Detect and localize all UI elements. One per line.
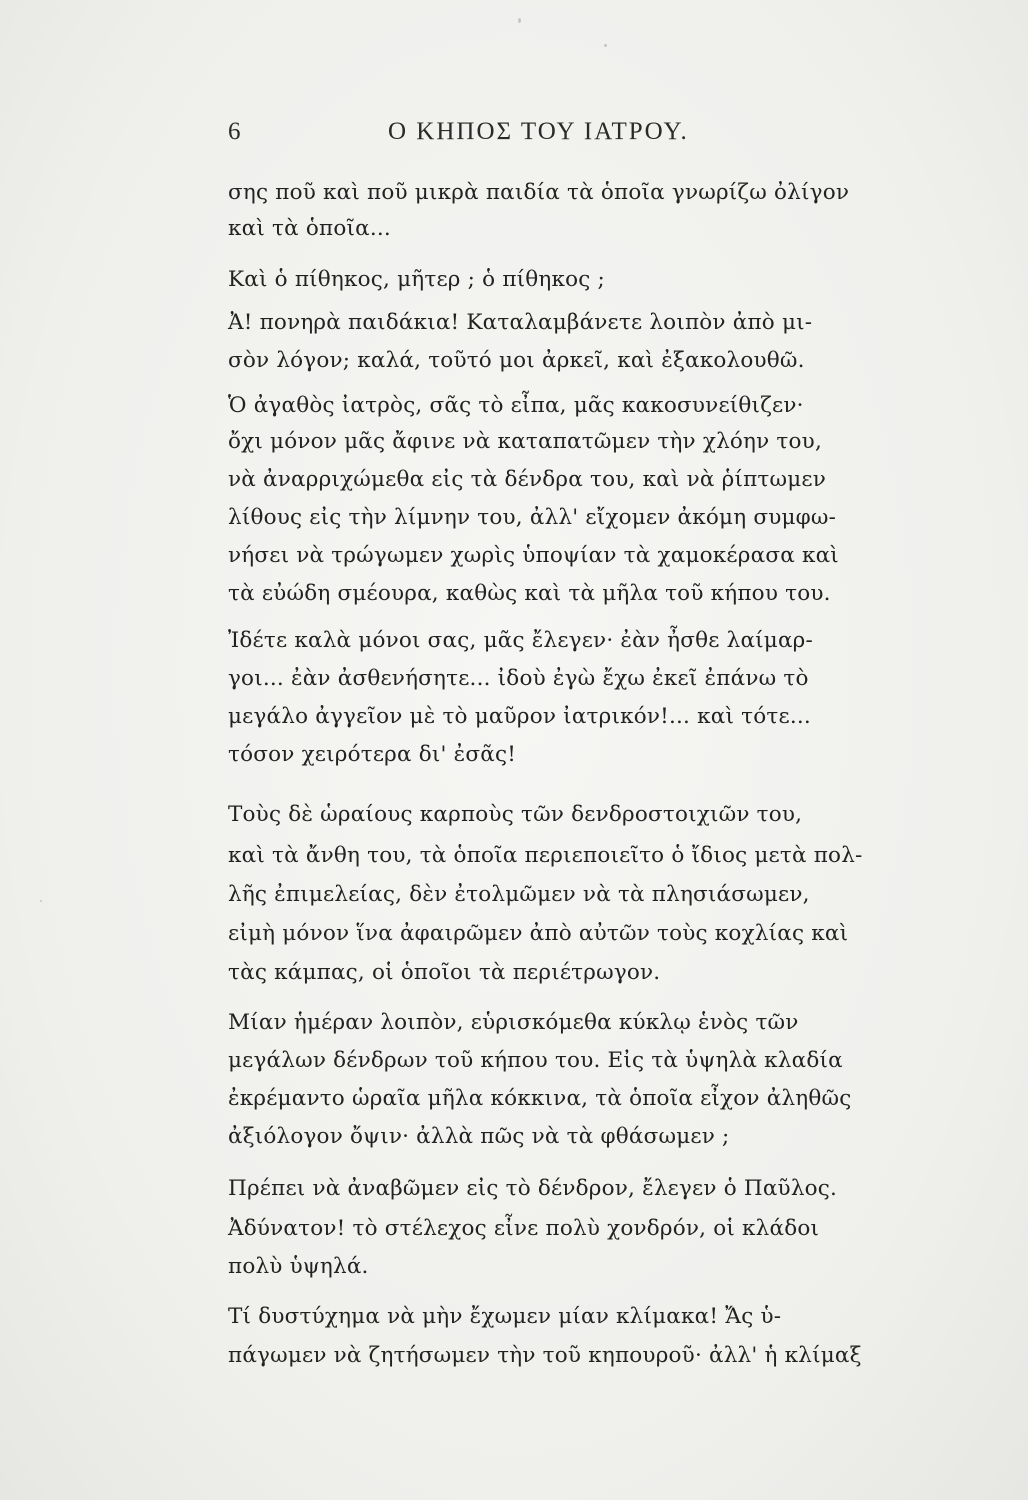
text-line: γοι... ἐὰν ἀσθενήσητε... ἰδοὺ ἐγὼ ἔχω ἐκεῖ ἐπάνω τὸ bbox=[228, 666, 809, 691]
paper-speck bbox=[604, 44, 607, 47]
text-line: Ἀδύνατον! τὸ στέλεχος εἶνε πολὺ χονδρόν, οἱ κλάδοι bbox=[228, 1216, 820, 1241]
text-line: Καὶ ὁ πίθηκος, μῆτερ ; ὁ πίθηκος ; bbox=[228, 267, 606, 292]
text-line: ἀξιόλογον ὄψιν· ἀλλὰ πῶς νὰ τὰ φθάσωμεν ; bbox=[228, 1124, 730, 1149]
text-line: τόσον χειρότερα δι' ἐσᾶς! bbox=[228, 742, 517, 767]
text-line: Τί δυστύχημα νὰ μὴν ἔχωμεν μίαν κλίμακα! Ἄς ὑ- bbox=[228, 1304, 782, 1329]
running-title: Ο ΚΗΠΟΣ ΤΟΥ ΙΑΤΡΟΥ. bbox=[388, 118, 689, 145]
text-line: νήσει νὰ τρώγωμεν χωρὶς ὑποψίαν τὰ χαμοκέρασα καὶ bbox=[228, 543, 839, 568]
page-number: 6 bbox=[228, 118, 242, 145]
text-line: Μίαν ἡμέραν λοιπὸν, εὑρισκόμεθα κύκλῳ ἑνὸς τῶν bbox=[228, 1010, 799, 1035]
text-line: λῆς ἐπιμελείας, δὲν ἐτολμῶμεν νὰ τὰ πλησιάσωμεν, bbox=[228, 882, 810, 907]
text-line: τὰς κάμπας, οἱ ὁποῖοι τὰ περιέτρωγον. bbox=[228, 960, 661, 985]
text-line: Πρέπει νὰ ἀναβῶμεν εἰς τὸ δένδρον, ἔλεγεν ὁ Παῦλος. bbox=[228, 1176, 838, 1201]
paper-speck bbox=[518, 18, 521, 23]
text-line: νὰ ἀναρριχώμεθα εἰς τὰ δένδρα του, καὶ νὰ ῥίπτωμεν bbox=[228, 467, 827, 492]
text-line: ὄχι μόνον μᾶς ἄφινε νὰ καταπατῶμεν τὴν χλόην του, bbox=[228, 429, 822, 454]
text-line: λίθους εἰς τὴν λίμνην του, ἀλλ' εἴχομεν ἀκόμη συμφω- bbox=[228, 505, 837, 530]
text-line: καὶ τὰ ὁποῖα... bbox=[228, 216, 391, 241]
text-line: ἐκρέμαντο ὡραῖα μῆλα κόκκινα, τὰ ὁποῖα εἶχον ἀληθῶς bbox=[228, 1086, 852, 1111]
text-line: τὰ εὐώδη σμέουρα, καθὼς καὶ τὰ μῆλα τοῦ κήπου του. bbox=[228, 581, 831, 606]
text-line: πολὺ ὑψηλά. bbox=[228, 1254, 369, 1279]
text-line: Τοὺς δὲ ὡραίους καρποὺς τῶν δενδροστοιχιῶν του, bbox=[228, 802, 803, 827]
text-line: μεγάλο ἀγγεῖον μὲ τὸ μαῦρον ἰατρικόν!... καὶ τότε... bbox=[228, 704, 811, 729]
text-line: Ὁ ἀγαθὸς ἰατρὸς, σᾶς τὸ εἶπα, μᾶς κακοσυνείθιζεν· bbox=[228, 393, 804, 418]
paper-speck bbox=[40, 900, 42, 902]
text-line: σης ποῦ καὶ ποῦ μικρὰ παιδία τὰ ὁποῖα γνωρίζω ὀλίγον bbox=[228, 180, 850, 205]
text-line: Ἀ! πονηρὰ παιδάκια! Καταλαμβάνετε λοιπὸν ἀπὸ μι- bbox=[228, 310, 813, 335]
text-line: μεγάλων δένδρων τοῦ κήπου του. Εἰς τὰ ὑψηλὰ κλαδία bbox=[228, 1048, 843, 1073]
text-line: καὶ τὰ ἄνθη του, τὰ ὁποῖα περιεποιεῖτο ὁ ἴδιος μετὰ πολ- bbox=[228, 843, 863, 868]
text-line: σὸν λόγον; καλά, τοῦτό μοι ἀρκεῖ, καὶ ἐξακολουθῶ. bbox=[228, 348, 805, 373]
text-line: Ἰδέτε καλὰ μόνοι σας, μᾶς ἔλεγεν· ἐὰν ἦσθε λαίμαρ- bbox=[228, 628, 813, 653]
text-line: πάγωμεν νὰ ζητήσωμεν τὴν τοῦ κηπουροῦ· ἀλλ' ἡ κλίμαξ bbox=[228, 1343, 862, 1368]
page-header bbox=[228, 118, 768, 158]
text-line: εἰμὴ μόνον ἵνα ἀφαιρῶμεν ἀπὸ αὐτῶν τοὺς κοχλίας καὶ bbox=[228, 921, 849, 946]
